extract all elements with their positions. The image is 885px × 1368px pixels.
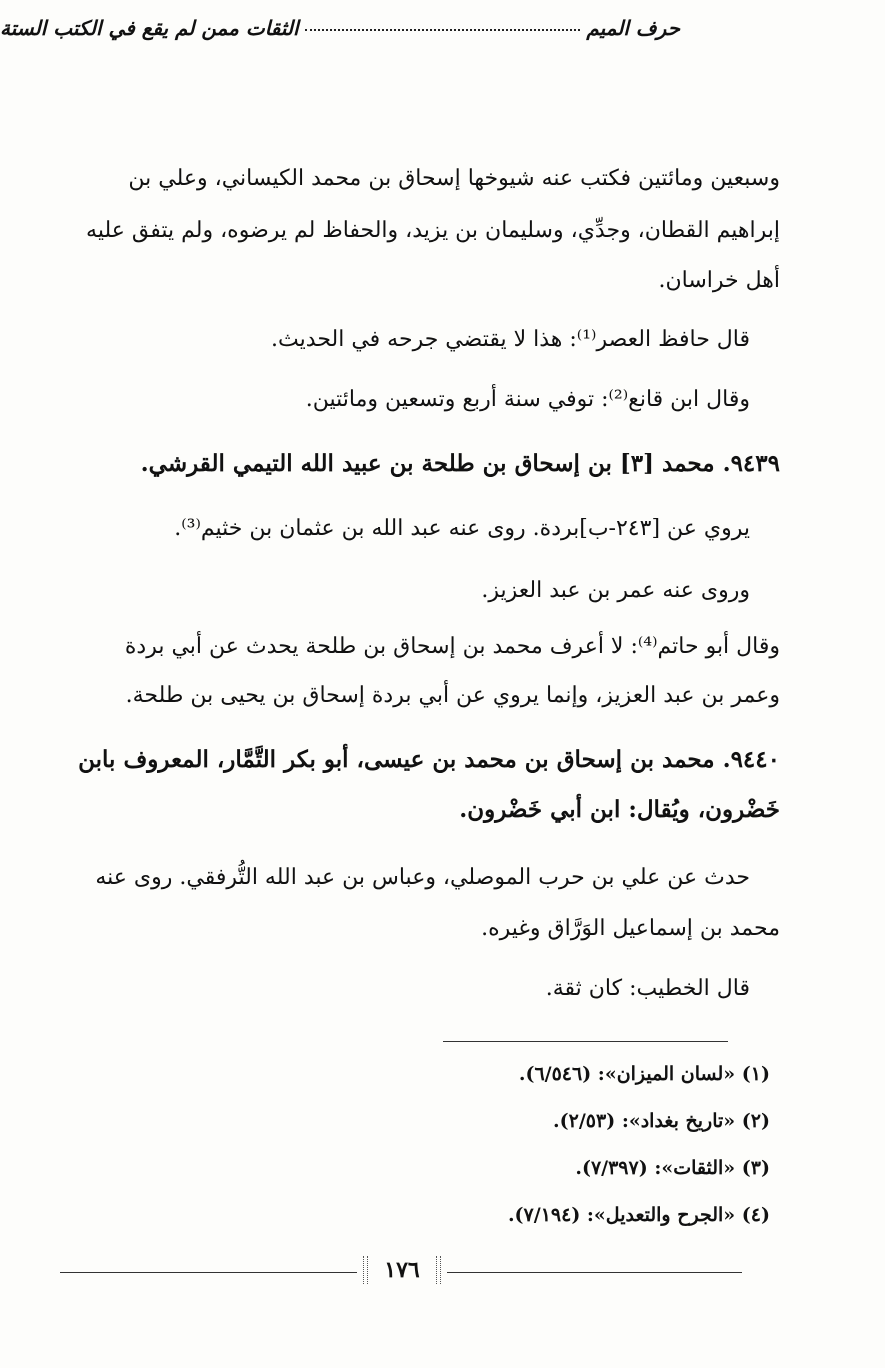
book-title: الثقات ممن لم يقع في الكتب الستة [0, 16, 299, 40]
bottom-rule-right [447, 1272, 742, 1273]
entry-number: ٩٤٤٠. [722, 746, 780, 773]
entry-heading [141, 450, 780, 477]
body-line: وقال أبو حاتم⁽⁴⁾: لا أعرف محمد بن إسحاق بن طلحة يحدث عن أبي بردة [124, 634, 780, 659]
header-dot-leader [305, 28, 581, 31]
body-line: إبراهيم القطان، وجدِّي، وسليمان بن يزيد، والحفاظ لم يرضوه، ولم يتفق عليه [86, 218, 780, 243]
body-line: قال الخطيب: كان ثقة. [545, 976, 750, 1001]
entry-title: محمد بن إسحاق بن محمد بن عيسى، أبو بكر التَّمَّار، المعروف بابن [78, 746, 715, 773]
footnote: (١) «لسان الميزان»: (٦/٥٤٦). [518, 1063, 770, 1085]
page-number-text: ١٧٦ [384, 1257, 420, 1283]
footnote: (٣) «الثقات»: (٧/٣٩٧). [575, 1157, 770, 1179]
body-line: أهل خراسان. [658, 268, 780, 293]
footnote: (٢) «تاريخ بغداد»: (٢/٥٣). [553, 1110, 770, 1132]
page-number [357, 1250, 447, 1290]
entry-number: ٩٤٣٩. [722, 450, 780, 477]
body-line: وروى عنه عمر بن عبد العزيز. [481, 578, 750, 603]
body-line: وعمر بن عبد العزيز، وإنما يروي عن أبي بردة إسحاق بن يحيى بن طلحة. [125, 683, 780, 708]
body-line: وسبعين ومائتين فكتب عنه شيوخها إسحاق بن محمد الكيساني، وعلي بن [128, 166, 780, 191]
entry-heading [78, 746, 780, 773]
entry-title: محمد [٣] بن إسحاق بن طلحة بن عبيد الله التيمي القرشي. [140, 450, 715, 477]
body-line: قال حافظ العصر⁽¹⁾: هذا لا يقتضي جرحه في الحديث. [271, 327, 750, 352]
bottom-rule-left [60, 1272, 357, 1273]
body-line: يروي عن [٢٤٣-ب]بردة. روى عنه عبد الله بن عثمان بن خثيم⁽³⁾. [174, 516, 750, 541]
footnote: (٤) «الجرح والتعديل»: (٧/١٩٤). [507, 1204, 770, 1226]
body-line: وقال ابن قانع⁽²⁾: توفي سنة أربع وتسعين ومائتين. [305, 387, 750, 412]
chapter-title: حرف الميم [586, 16, 680, 40]
body-line: محمد بن إسماعيل الوَرَّاق وغيره. [481, 916, 780, 941]
body-line: حدث عن علي بن حرب الموصلي، وعباس بن عبد الله التُّرفقي. روى عنه [95, 865, 750, 890]
entry-title-continued: خَضْرون، ويُقال: ابن أبي خَضْرون. [459, 796, 780, 823]
running-header [0, 0, 680, 40]
footnote-separator [443, 1041, 728, 1042]
